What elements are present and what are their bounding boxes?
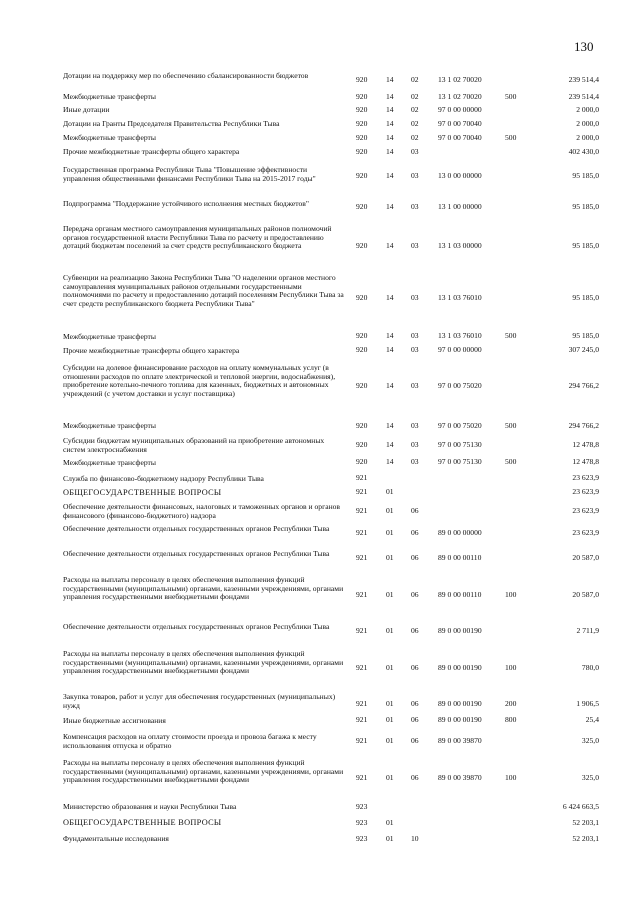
- row-amount: 2 000,0: [576, 133, 599, 142]
- row-amount: 2 711,9: [576, 626, 599, 635]
- row-section-code: 14: [386, 202, 394, 211]
- row-admin-code: 921: [356, 487, 368, 496]
- row-amount: 294 766,2: [568, 381, 599, 390]
- row-admin-code: 921: [356, 553, 368, 562]
- row-target-code: 13 1 03 00000: [438, 241, 482, 250]
- row-subsection-code: 06: [411, 736, 419, 745]
- row-expense-type: 100: [505, 773, 517, 782]
- row-admin-code: 923: [356, 802, 368, 811]
- row-admin-code: 920: [356, 105, 368, 114]
- row-section-code: 14: [386, 171, 394, 180]
- row-subsection-code: 06: [411, 773, 419, 782]
- row-amount: 23 623,9: [572, 506, 599, 515]
- row-name: Расходы на выплаты персоналу в целях обеспечения выполнения функций государственными (муниципальными) органами, казенными учреждениями, органами управления государственными внебюджетными фондами: [63, 649, 344, 676]
- row-amount: 20 587,0: [572, 590, 599, 599]
- row-section-code: 14: [386, 119, 394, 128]
- row-admin-code: 920: [356, 119, 368, 128]
- row-section-code: 14: [386, 421, 394, 430]
- row-target-code: 13 1 02 70020: [438, 75, 482, 84]
- row-subsection-code: 10: [411, 834, 419, 843]
- row-target-code: 97 0 00 75130: [438, 440, 482, 449]
- row-target-code: 89 0 00 00190: [438, 715, 482, 724]
- row-subsection-code: 03: [411, 293, 419, 302]
- row-target-code: 97 0 00 75020: [438, 421, 482, 430]
- row-amount: 23 623,9: [572, 528, 599, 537]
- row-amount: 95 185,0: [572, 202, 599, 211]
- row-section-code: 14: [386, 133, 394, 142]
- row-name: ОБЩЕГОСУДАРСТВЕННЫЕ ВОПРОСЫ: [63, 818, 222, 827]
- row-section-code: 14: [386, 331, 394, 340]
- row-section-code: 01: [386, 715, 394, 724]
- row-name: Подпрограмма "Поддержание устойчивого исполнения местных бюджетов": [63, 199, 309, 208]
- row-expense-type: 500: [505, 457, 517, 466]
- row-name: Расходы на выплаты персоналу в целях обеспечения выполнения функций государственными (муниципальными) органами, казенными учреждениями, органами управления государственными внебюджетными фондами: [63, 758, 344, 785]
- row-target-code: 89 0 00 00190: [438, 699, 482, 708]
- row-admin-code: 920: [356, 421, 368, 430]
- row-section-code: 01: [386, 818, 394, 827]
- row-name: Компенсация расходов на оплату стоимости проезда и провоза багажа к месту использования отпуска и обратно: [63, 732, 317, 750]
- row-admin-code: 920: [356, 345, 368, 354]
- row-expense-type: 200: [505, 699, 517, 708]
- row-name: Служба по финансово-бюджетному надзору Республики Тыва: [63, 474, 264, 483]
- row-name: Расходы на выплаты персоналу в целях обеспечения выполнения функций государственными (муниципальными) органами, казенными учреждениями, органами управления государственными внебюджетными фондами: [63, 575, 344, 602]
- row-name: Фундаментальные исследования: [63, 834, 169, 843]
- row-amount: 2 000,0: [576, 119, 599, 128]
- row-amount: 2 000,0: [576, 105, 599, 114]
- row-name: Прочие межбюджетные трансферты общего характера: [63, 346, 240, 355]
- row-amount: 239 514,4: [568, 75, 599, 84]
- row-section-code: 14: [386, 105, 394, 114]
- row-target-code: 97 0 00 00000: [438, 105, 482, 114]
- row-target-code: 13 1 03 76010: [438, 293, 482, 302]
- row-target-code: 89 0 00 39870: [438, 773, 482, 782]
- row-subsection-code: 06: [411, 553, 419, 562]
- row-amount: 12 478,8: [572, 440, 599, 449]
- row-subsection-code: 03: [411, 421, 419, 430]
- row-admin-code: 923: [356, 834, 368, 843]
- row-section-code: 01: [386, 699, 394, 708]
- row-admin-code: 921: [356, 473, 368, 482]
- row-name: Передача органам местного самоуправления муниципальных районов полномочий органов государственной власти Республики Тыва по расчету и предоставлению дотаций бюджетам поселений за счет средств республиканского бюджета: [63, 224, 332, 251]
- row-target-code: 13 1 03 76010: [438, 331, 482, 340]
- row-subsection-code: 03: [411, 331, 419, 340]
- row-name: Закупка товаров, работ и услуг для обеспечения государственных (муниципальных) нужд: [63, 692, 336, 710]
- row-expense-type: 500: [505, 92, 517, 101]
- row-name: Субвенции на реализацию Закона Республики Тыва "О наделении органов местного самоуправления муниципальных районов отдельными государственными полномочиями по расчету и предоставлению дотаций поселениям Республики Тыва за счет средств республиканского бюджета Республики Тыва": [63, 273, 344, 309]
- row-target-code: 89 0 00 00000: [438, 528, 482, 537]
- row-admin-code: 921: [356, 715, 368, 724]
- row-subsection-code: 06: [411, 506, 419, 515]
- row-amount: 402 430,0: [568, 147, 599, 156]
- row-admin-code: 920: [356, 331, 368, 340]
- row-name: Дотации на поддержку мер по обеспечению сбалансированности бюджетов: [63, 71, 309, 80]
- row-amount: 25,4: [585, 715, 599, 724]
- row-admin-code: 921: [356, 590, 368, 599]
- row-target-code: 89 0 00 00110: [438, 590, 482, 599]
- row-expense-type: 500: [505, 421, 517, 430]
- row-amount: 307 245,0: [568, 345, 599, 354]
- row-target-code: 89 0 00 39870: [438, 736, 482, 745]
- row-target-code: 97 0 00 70040: [438, 119, 482, 128]
- row-name: Межбюджетные трансферты: [63, 332, 156, 341]
- row-amount: 325,0: [581, 736, 599, 745]
- row-subsection-code: 03: [411, 241, 419, 250]
- row-name: Межбюджетные трансферты: [63, 92, 156, 101]
- row-section-code: 14: [386, 241, 394, 250]
- row-expense-type: 800: [505, 715, 517, 724]
- row-amount: 325,0: [581, 773, 599, 782]
- row-amount: 1 906,5: [576, 699, 599, 708]
- row-name: Обеспечение деятельности отдельных государственных органов Республики Тыва: [63, 524, 330, 533]
- row-section-code: 14: [386, 75, 394, 84]
- row-admin-code: 920: [356, 92, 368, 101]
- row-admin-code: 923: [356, 818, 368, 827]
- row-admin-code: 921: [356, 773, 368, 782]
- row-section-code: 14: [386, 147, 394, 156]
- row-admin-code: 921: [356, 736, 368, 745]
- row-admin-code: 920: [356, 133, 368, 142]
- row-target-code: 13 1 00 00000: [438, 202, 482, 211]
- row-name: Министерство образования и науки Республики Тыва: [63, 802, 237, 811]
- row-amount: 23 623,9: [572, 473, 599, 482]
- row-admin-code: 920: [356, 440, 368, 449]
- row-section-code: 01: [386, 626, 394, 635]
- row-subsection-code: 03: [411, 147, 419, 156]
- row-section-code: 01: [386, 663, 394, 672]
- row-subsection-code: 02: [411, 75, 419, 84]
- row-target-code: 97 0 00 00000: [438, 345, 482, 354]
- row-amount: 23 623,9: [572, 487, 599, 496]
- row-subsection-code: 03: [411, 457, 419, 466]
- row-target-code: 89 0 00 00190: [438, 663, 482, 672]
- row-target-code: 97 0 00 70040: [438, 133, 482, 142]
- row-name: Иные бюджетные ассигнования: [63, 716, 166, 725]
- row-subsection-code: 02: [411, 105, 419, 114]
- row-name: Межбюджетные трансферты: [63, 458, 156, 467]
- row-name: Прочие межбюджетные трансферты общего характера: [63, 147, 240, 156]
- row-subsection-code: 03: [411, 345, 419, 354]
- row-amount: 239 514,4: [568, 92, 599, 101]
- row-section-code: 01: [386, 590, 394, 599]
- row-amount: 20 587,0: [572, 553, 599, 562]
- row-admin-code: 921: [356, 699, 368, 708]
- row-amount: 12 478,8: [572, 457, 599, 466]
- row-target-code: 89 0 00 00190: [438, 626, 482, 635]
- row-name: Субсидии на долевое финансирование расходов на оплату коммунальных услуг (в отношении расходов по оплате электрической и тепловой энергии, водоснабжения), приобретение котельно-печного топлива для казенных, бюджетных и автономных учреждений (с учетом доставки и услуг поставщика): [63, 363, 336, 399]
- row-admin-code: 921: [356, 626, 368, 635]
- row-admin-code: 920: [356, 75, 368, 84]
- row-target-code: 97 0 00 75020: [438, 381, 482, 390]
- row-section-code: 01: [386, 506, 394, 515]
- row-admin-code: 921: [356, 663, 368, 672]
- row-amount: 95 185,0: [572, 293, 599, 302]
- row-name: Иные дотации: [63, 105, 110, 114]
- row-target-code: 89 0 00 00110: [438, 553, 482, 562]
- row-admin-code: 920: [356, 457, 368, 466]
- row-admin-code: 920: [356, 381, 368, 390]
- row-admin-code: 920: [356, 171, 368, 180]
- row-subsection-code: 03: [411, 171, 419, 180]
- row-expense-type: 100: [505, 590, 517, 599]
- row-section-code: 01: [386, 528, 394, 537]
- row-subsection-code: 06: [411, 590, 419, 599]
- row-expense-type: 100: [505, 663, 517, 672]
- row-admin-code: 920: [356, 241, 368, 250]
- row-section-code: 01: [386, 834, 394, 843]
- row-name: Обеспечение деятельности отдельных государственных органов Республики Тыва: [63, 549, 330, 558]
- row-name: Обеспечение деятельности отдельных государственных органов Республики Тыва: [63, 622, 330, 631]
- row-amount: 780,0: [581, 663, 599, 672]
- row-subsection-code: 03: [411, 381, 419, 390]
- row-section-code: 01: [386, 487, 394, 496]
- row-section-code: 14: [386, 92, 394, 101]
- row-subsection-code: 06: [411, 715, 419, 724]
- row-section-code: 01: [386, 553, 394, 562]
- row-section-code: 14: [386, 293, 394, 302]
- row-subsection-code: 06: [411, 626, 419, 635]
- row-subsection-code: 02: [411, 119, 419, 128]
- row-amount: 95 185,0: [572, 331, 599, 340]
- row-subsection-code: 06: [411, 699, 419, 708]
- row-admin-code: 921: [356, 506, 368, 515]
- row-section-code: 14: [386, 457, 394, 466]
- row-amount: 52 203,1: [572, 818, 599, 827]
- row-amount: 6 424 663,5: [562, 802, 599, 811]
- row-subsection-code: 06: [411, 528, 419, 537]
- row-admin-code: 921: [356, 528, 368, 537]
- row-section-code: 14: [386, 381, 394, 390]
- row-amount: 95 185,0: [572, 171, 599, 180]
- row-section-code: 01: [386, 773, 394, 782]
- row-amount: 95 185,0: [572, 241, 599, 250]
- row-subsection-code: 03: [411, 202, 419, 211]
- row-subsection-code: 03: [411, 440, 419, 449]
- row-target-code: 97 0 00 75130: [438, 457, 482, 466]
- row-section-code: 14: [386, 440, 394, 449]
- row-target-code: 13 0 00 00000: [438, 171, 482, 180]
- page-number: 130: [574, 39, 594, 54]
- row-section-code: 01: [386, 736, 394, 745]
- row-name: Межбюджетные трансферты: [63, 421, 156, 430]
- row-admin-code: 920: [356, 202, 368, 211]
- row-subsection-code: 02: [411, 133, 419, 142]
- row-name: Субсидии бюджетам муниципальных образований на приобретение автономных систем электроснабжения: [63, 436, 325, 454]
- row-admin-code: 920: [356, 293, 368, 302]
- row-subsection-code: 02: [411, 92, 419, 101]
- row-expense-type: 500: [505, 133, 517, 142]
- row-name: Государственная программа Республики Тыва "Повышение эффективности управления общественными финансами Республики Тыва на 2015-2017 годы": [63, 165, 316, 183]
- row-name: Межбюджетные трансферты: [63, 133, 156, 142]
- row-subsection-code: 06: [411, 663, 419, 672]
- row-amount: 294 766,2: [568, 421, 599, 430]
- row-section-code: 14: [386, 345, 394, 354]
- row-name: Дотации на Гранты Председателя Правительства Республики Тыва: [63, 119, 280, 128]
- row-admin-code: 920: [356, 147, 368, 156]
- row-amount: 52 203,1: [572, 834, 599, 843]
- row-expense-type: 500: [505, 331, 517, 340]
- row-name: Обеспечение деятельности финансовых, налоговых и таможенных органов и органов финансового (финансово-бюджетного) надзора: [63, 502, 341, 520]
- row-target-code: 13 1 02 70020: [438, 92, 482, 101]
- row-name: ОБЩЕГОСУДАРСТВЕННЫЕ ВОПРОСЫ: [63, 488, 222, 497]
